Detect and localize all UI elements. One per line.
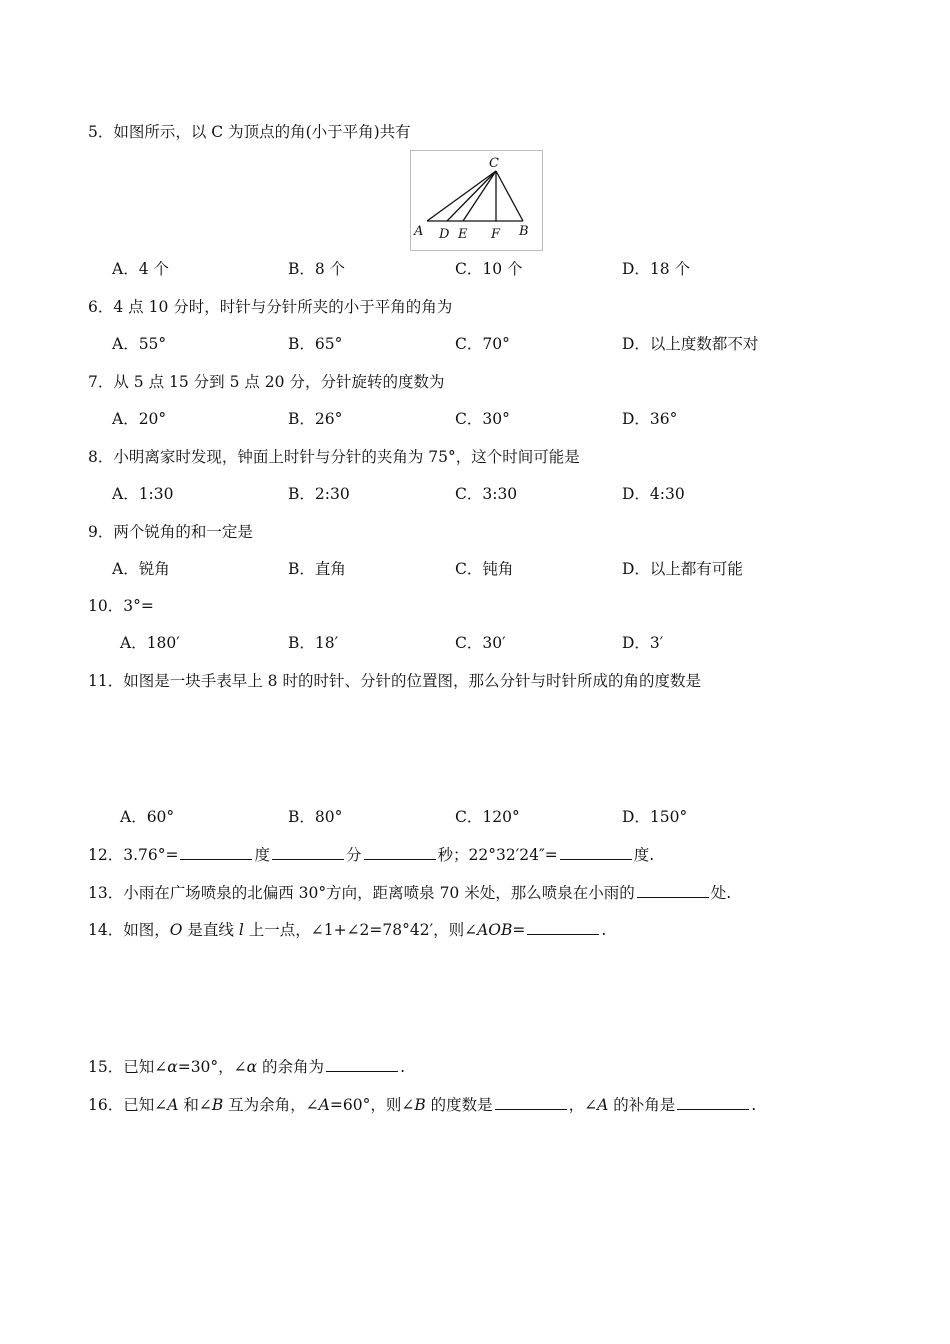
label-F: F <box>491 227 501 242</box>
symbol-alpha: α <box>167 1058 178 1076</box>
question-text: 如图所示，以 C 为顶点的角(小于平角)共有 <box>113 123 411 141</box>
segment-CE <box>463 171 496 221</box>
option-a: A．1:30 <box>112 485 174 503</box>
text-part: 上一点，∠1+∠2=78°42′，则∠ <box>243 921 478 939</box>
question-7 <box>88 372 444 392</box>
text-part: = <box>512 921 526 939</box>
question-text: 从 5 点 15 分到 5 点 20 分，分针旋转的度数为 <box>113 373 445 391</box>
option-d: D．18 个 <box>622 260 691 278</box>
option-a: A．20° <box>112 410 167 428</box>
question-number: 14． <box>88 921 124 939</box>
option-c: C．10 个 <box>455 260 523 278</box>
option-d: D．150° <box>622 808 688 826</box>
text-part: . <box>400 1058 405 1076</box>
text-part: 的补角是 <box>608 1096 676 1114</box>
label-B: B <box>519 224 529 239</box>
option-b: B．8 个 <box>288 260 346 278</box>
text-part: =60°，则∠ <box>329 1096 415 1114</box>
answer-blank[interactable] <box>637 883 709 898</box>
option-c: C．30° <box>455 410 510 428</box>
symbol-alpha: α <box>246 1058 258 1076</box>
question-11 <box>88 671 701 691</box>
label-E: E <box>458 227 468 242</box>
option-c: C．3:30 <box>455 485 518 503</box>
option-b: B．65° <box>288 335 343 353</box>
question-text: 小明离家时发现，钟面上时针与分针的夹角为 75°，这个时间可能是 <box>113 448 580 466</box>
option-b: B．2:30 <box>288 485 350 503</box>
option-d: D．4:30 <box>622 485 685 503</box>
question-number: 6． <box>88 298 114 316</box>
option-b: B．26° <box>288 410 343 428</box>
option-c: C．120° <box>455 808 520 826</box>
question-16 <box>88 1095 756 1115</box>
question-number: 12． <box>88 846 124 864</box>
text-part: 秒；22°32′24″= <box>437 846 558 864</box>
text-part: 已知∠ <box>123 1096 168 1114</box>
question-number: 7． <box>88 373 114 391</box>
text-part: . <box>601 921 607 939</box>
question-9 <box>88 522 253 542</box>
segment-CD <box>447 171 496 221</box>
answer-blank[interactable] <box>180 845 252 860</box>
option-b: B．直角 <box>288 560 346 578</box>
option-b: B．80° <box>288 808 343 826</box>
answer-blank[interactable] <box>560 845 632 860</box>
angle-AOB: AOB <box>477 921 513 939</box>
option-c: C．钝角 <box>455 560 514 578</box>
text-part: 度. <box>633 846 655 864</box>
question-number: 13． <box>88 884 124 902</box>
question-15 <box>88 1057 405 1077</box>
segment-CB <box>496 171 523 221</box>
label-A: A <box>414 224 424 239</box>
question-number: 16． <box>88 1096 124 1114</box>
option-c: C．30′ <box>455 634 506 652</box>
symbol-A: A <box>318 1096 330 1114</box>
answer-blank[interactable] <box>677 1095 749 1110</box>
label-C: C <box>489 156 499 171</box>
question-text: 两个锐角的和一定是 <box>113 523 253 541</box>
figure-5-triangle <box>410 150 543 251</box>
question-number: 8． <box>88 448 114 466</box>
text-part: =30°，∠ <box>177 1058 247 1076</box>
question-12 <box>88 845 654 865</box>
option-a: A．锐角 <box>112 560 170 578</box>
text-part: 小雨在广场喷泉的北偏西 30°方向，距离喷泉 70 米处，那么喷泉在小雨的 <box>123 884 635 902</box>
question-text: 如图是一块手表早上 8 时的时针、分针的位置图，那么分针与时针所成的角的度数是 <box>123 672 701 690</box>
option-d: D．以上度数都不对 <box>622 335 759 353</box>
option-b: B．18′ <box>288 634 339 652</box>
question-text: 4 点 10 分时，时针与分针所夹的小于平角的角为 <box>113 298 453 316</box>
text-part: 处. <box>710 884 732 902</box>
question-number: 5． <box>88 123 114 141</box>
text-part: 3.76°= <box>123 846 179 864</box>
text-part: 是直线 <box>182 921 239 939</box>
question-5 <box>88 122 411 142</box>
question-number: 15． <box>88 1058 124 1076</box>
label-D: D <box>439 227 450 242</box>
answer-blank[interactable] <box>364 845 436 860</box>
symbol-A: A <box>597 1096 609 1114</box>
text-part: 的度数是 <box>425 1096 493 1114</box>
text-part: 已知∠ <box>123 1058 168 1076</box>
question-number: 9． <box>88 523 114 541</box>
question-13 <box>88 883 731 903</box>
question-10 <box>88 596 154 616</box>
option-d: D．36° <box>622 410 678 428</box>
option-a: A．60° <box>120 808 175 826</box>
text-part: 分 <box>346 846 362 864</box>
point-O: O <box>169 921 183 939</box>
question-14 <box>88 920 606 940</box>
question-text: 3°= <box>123 597 154 615</box>
symbol-B: B <box>414 1096 426 1114</box>
question-6 <box>88 297 452 317</box>
option-d: D．以上都有可能 <box>622 560 743 578</box>
option-a: A．55° <box>112 335 167 353</box>
question-number: 11． <box>88 672 124 690</box>
text-part: 的余角为 <box>257 1058 325 1076</box>
question-number: 10． <box>88 597 124 615</box>
answer-blank[interactable] <box>495 1095 567 1110</box>
text-part: 和∠ <box>178 1096 212 1114</box>
text-part: . <box>751 1096 757 1114</box>
line-l: l <box>238 921 244 939</box>
answer-blank[interactable] <box>326 1057 398 1072</box>
text-part: ，∠ <box>568 1096 598 1114</box>
question-8 <box>88 447 580 467</box>
text-part: 互为余角，∠ <box>223 1096 319 1114</box>
option-a: A．180′ <box>120 634 180 652</box>
symbol-B: B <box>211 1096 224 1114</box>
answer-blank[interactable] <box>272 845 344 860</box>
option-d: D．3′ <box>622 634 664 652</box>
text-part: 度 <box>254 846 270 864</box>
option-c: C．70° <box>455 335 510 353</box>
option-a: A．4 个 <box>112 260 169 278</box>
text-part: 如图， <box>123 921 170 939</box>
answer-blank[interactable] <box>527 920 599 935</box>
segment-CA <box>427 171 496 221</box>
symbol-A: A <box>167 1096 179 1114</box>
